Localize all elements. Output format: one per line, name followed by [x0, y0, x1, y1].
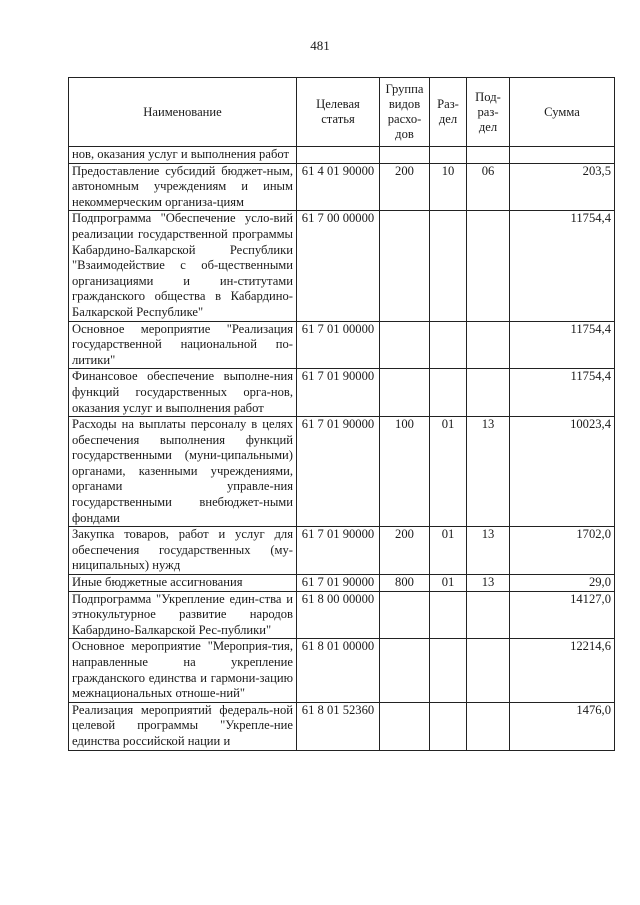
row-expense-group-cell	[380, 147, 430, 164]
row-section-cell	[430, 702, 467, 750]
row-expense-group-cell: 200	[380, 163, 430, 211]
table-row	[69, 163, 615, 211]
row-sum-cell: 12214,6	[510, 639, 615, 702]
row-section-cell	[430, 591, 467, 639]
row-section-cell	[430, 211, 467, 321]
row-sum-cell	[510, 147, 615, 164]
row-target-article-cell: 61 8 01 00000	[297, 639, 380, 702]
row-name-cell: Подпрограмма "Укрепление един-ства и этнокультурное развитие народов Кабардино-Балкарской Рес-публики"	[69, 591, 297, 639]
row-expense-group-cell	[380, 369, 430, 417]
row-subsection-cell: 13	[467, 527, 510, 575]
budget-table	[68, 77, 615, 751]
table-row	[69, 369, 615, 417]
row-subsection-cell: 13	[467, 575, 510, 592]
row-target-article-cell: 61 7 01 90000	[297, 369, 380, 417]
row-section-cell: 01	[430, 575, 467, 592]
row-sum-cell: 11754,4	[510, 321, 615, 369]
row-target-article-cell: 61 7 01 90000	[297, 417, 380, 527]
row-name-cell: Реализация мероприятий федераль-ной целевой программы "Укрепле-ние единства российской нации и	[69, 702, 297, 750]
row-sum-cell: 11754,4	[510, 211, 615, 321]
table-header-row	[69, 78, 615, 147]
row-subsection-cell	[467, 702, 510, 750]
row-target-article-cell: 61 4 01 90000	[297, 163, 380, 211]
row-expense-group-cell	[380, 702, 430, 750]
row-subsection-cell	[467, 211, 510, 321]
row-expense-group-cell	[380, 211, 430, 321]
row-name-cell: Подпрограмма "Обеспечение усло-вий реализации государственной программы Кабардино-Балкарской Республики "Взаимодействие с об-щественными организациями и ин-ститутами гражданского общества в Кабардино-Балкарской Республике"	[69, 211, 297, 321]
row-section-cell	[430, 639, 467, 702]
row-target-article-cell: 61 7 01 90000	[297, 527, 380, 575]
row-section-cell	[430, 147, 467, 164]
table-row	[69, 591, 615, 639]
table-row	[69, 211, 615, 321]
row-section-cell: 01	[430, 527, 467, 575]
row-subsection-cell: 13	[467, 417, 510, 527]
row-section-cell: 01	[430, 417, 467, 527]
row-expense-group-cell	[380, 591, 430, 639]
header-target-article: Целевая статья	[297, 78, 380, 147]
row-subsection-cell	[467, 369, 510, 417]
row-sum-cell: 14127,0	[510, 591, 615, 639]
table-row	[69, 147, 615, 164]
row-name-cell: Закупка товаров, работ и услуг для обеспечения государственных (му-ниципальных) нужд	[69, 527, 297, 575]
header-expense-group: Группа видов расхо-дов	[380, 78, 430, 147]
row-target-article-cell: 61 7 01 00000	[297, 321, 380, 369]
table-row	[69, 527, 615, 575]
table-row	[69, 417, 615, 527]
header-section: Раз-дел	[430, 78, 467, 147]
row-name-cell: Предоставление субсидий бюджет-ным, автономным учреждениям и иным некоммерческим организа-циям	[69, 163, 297, 211]
row-expense-group-cell: 100	[380, 417, 430, 527]
row-name-cell: Финансовое обеспечение выполне-ния функций государственных орга-нов, оказания услуг и выполнения работ	[69, 369, 297, 417]
row-subsection-cell: 06	[467, 163, 510, 211]
row-expense-group-cell	[380, 639, 430, 702]
row-target-article-cell	[297, 147, 380, 164]
row-name-cell: Расходы на выплаты персоналу в целях обеспечения выполнения функций государственными (муни-ципальными) органами, казенными учреждениями, органами управле-ния государственными внебюджет-ными фондами	[69, 417, 297, 527]
row-section-cell	[430, 321, 467, 369]
table-row	[69, 639, 615, 702]
row-sum-cell: 1702,0	[510, 527, 615, 575]
row-section-cell: 10	[430, 163, 467, 211]
row-name-cell: Иные бюджетные ассигнования	[69, 575, 297, 592]
row-sum-cell: 1476,0	[510, 702, 615, 750]
row-expense-group-cell	[380, 321, 430, 369]
row-target-article-cell: 61 7 00 00000	[297, 211, 380, 321]
table-row	[69, 321, 615, 369]
row-subsection-cell	[467, 591, 510, 639]
header-name: Наименование	[69, 78, 297, 147]
row-expense-group-cell: 200	[380, 527, 430, 575]
row-subsection-cell	[467, 147, 510, 164]
row-sum-cell: 10023,4	[510, 417, 615, 527]
row-target-article-cell: 61 7 01 90000	[297, 575, 380, 592]
row-target-article-cell: 61 8 00 00000	[297, 591, 380, 639]
row-subsection-cell	[467, 639, 510, 702]
header-sum: Сумма	[510, 78, 615, 147]
row-subsection-cell	[467, 321, 510, 369]
row-name-cell: Основное мероприятие "Мероприя-тия, направленные на укрепление гражданского единства и гармони-зацию межнациональных отноше-ний"	[69, 639, 297, 702]
row-expense-group-cell: 800	[380, 575, 430, 592]
row-target-article-cell: 61 8 01 52360	[297, 702, 380, 750]
page-number: 481	[310, 38, 330, 53]
row-name-cell: Основное мероприятие "Реализация государственной национальной по-литики"	[69, 321, 297, 369]
row-sum-cell: 29,0	[510, 575, 615, 592]
row-section-cell	[430, 369, 467, 417]
row-sum-cell: 11754,4	[510, 369, 615, 417]
row-sum-cell: 203,5	[510, 163, 615, 211]
table-row	[69, 702, 615, 750]
table-row	[69, 575, 615, 592]
header-subsection: Под-раз-дел	[467, 78, 510, 147]
row-name-cell: нов, оказания услуг и выполнения работ	[69, 147, 297, 164]
